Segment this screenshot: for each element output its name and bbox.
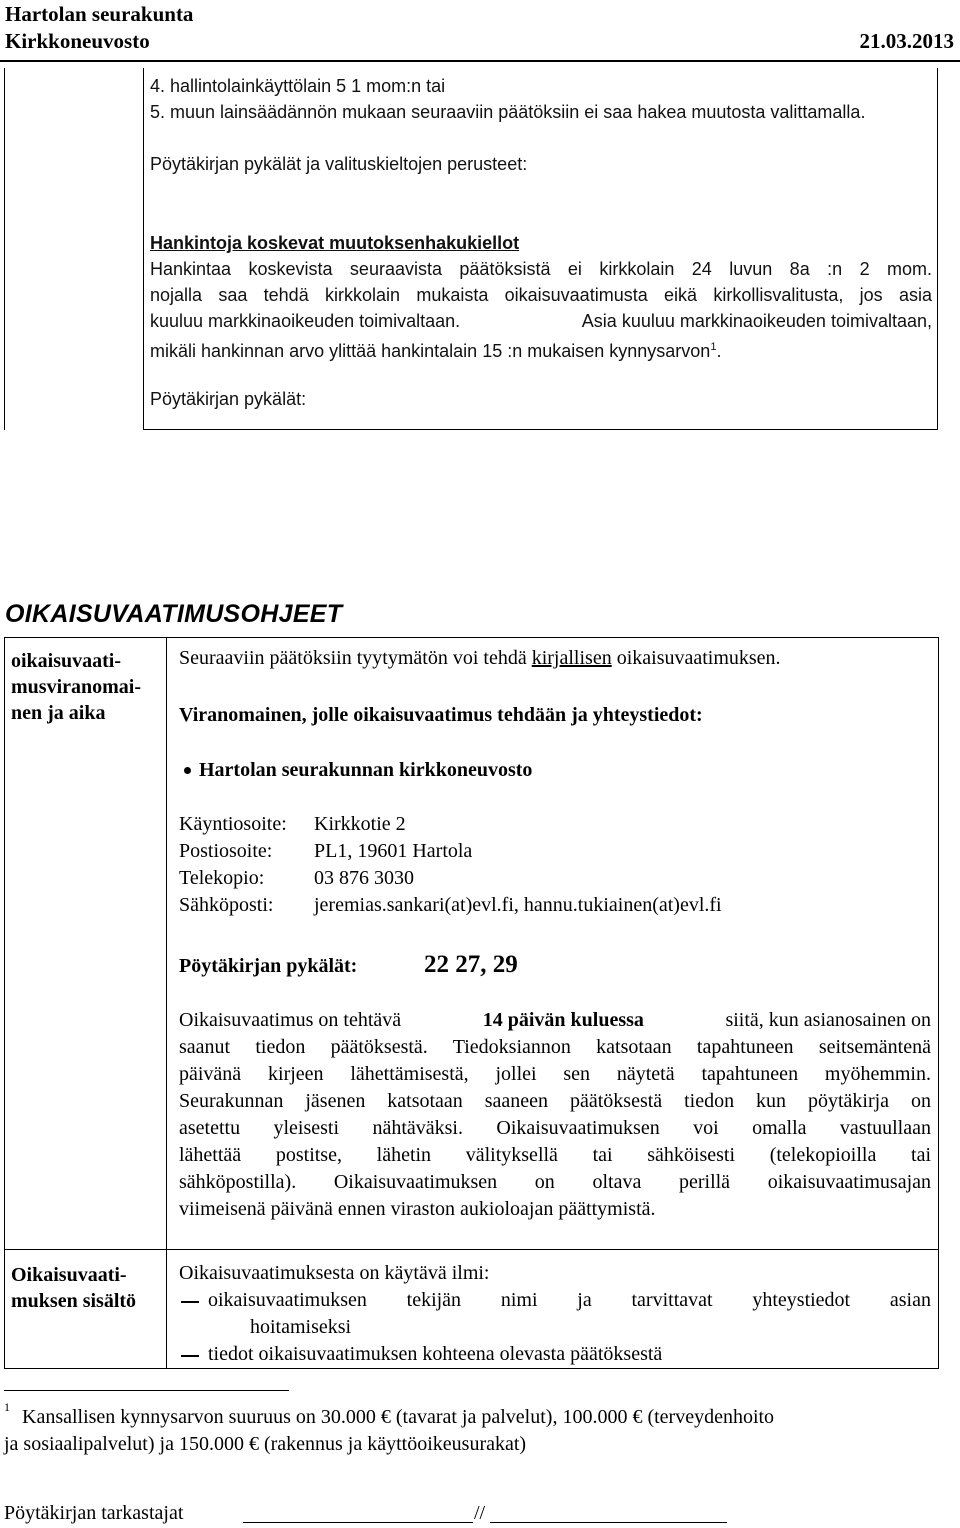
label-content-2: muksen sisältö [11, 1290, 137, 1312]
fax-label: Telekopio: [179, 867, 265, 889]
ban-sections-label: Pöytäkirjan pykälät ja valituskieltojen perusteet: [150, 154, 528, 174]
label-authority-2: musviranomai- [11, 676, 141, 698]
content-intro: Oikaisuvaatimuksesta on käytävä ilmi: [179, 1262, 490, 1284]
label-authority-3: nen ja aika [11, 702, 106, 724]
ban-item-4: 4. hallintolainkäyttölain 5 1 mom:n tai [150, 76, 446, 96]
body-line-5: asetettu yleisesti nähtäväksi. Oikaisuvaatimuksen voi omalla vastuullaan [179, 1117, 931, 1139]
signature-line-2[interactable] [490, 1522, 727, 1523]
procurement-line-3 [150, 308, 932, 334]
procurement-line-2: nojalla saa tehdä kirkkolain mukaista oikaisuvaatimusta eikä kirkollisvalitusta, jos asia [150, 285, 932, 305]
authority-name: Hartolan seurakunnan kirkkoneuvosto [199, 759, 533, 781]
footnote-rule [4, 1390, 289, 1391]
email-value: jeremias.sankari(at)evl.fi, hannu.tukiainen(at)evl.fi [314, 894, 722, 916]
content-item-2: tiedot oikaisuvaatimuksen kohteena olevasta päätöksestä [208, 1343, 663, 1365]
footnote-line-2: ja sosiaalipalvelut) ja 150.000 € (rakennus ja käyttöoikeusurakat) [4, 1433, 527, 1455]
left-margin-line [4, 68, 5, 430]
procurement-sections-label: Pöytäkirjan pykälät: [150, 389, 307, 409]
body-line-2: saanut tiedon päätöksestä. Tiedoksiannon katsotaan tapahtuneen seitsemäntenä [179, 1036, 931, 1058]
procurement-line-3a: kuuluu markkinaoikeuden toimivaltaan. [150, 311, 461, 331]
procurement-line-1: Hankintaa koskevista seuraavista päätöksistä ei kirkkolain 24 luvun 8a :n 2 mom. [150, 259, 932, 279]
label-content-1: Oikaisuvaati- [11, 1264, 127, 1286]
intro-b: oikaisuvaatimuksen. [611, 647, 781, 669]
body-line-6: lähettää postitse, lähetin välityksellä tai sähköisesti (telekopioilla tai [179, 1144, 931, 1166]
footnote-line-1: Kansallisen kynnysarvon suuruus on 30.000 € (tavarat ja palvelut), 100.000 € (terveydenhoito [22, 1406, 775, 1428]
intro-line [179, 645, 781, 672]
visit-address-value: Kirkkotie 2 [314, 813, 406, 835]
deadline-b: siitä, kun asianosainen on [725, 1009, 931, 1031]
signature-line-1[interactable] [243, 1522, 473, 1523]
procurement-line-4-text: mikäli hankinnan arvo ylittää hankintalain 15 :n mukaisen kynnysarvon [150, 341, 711, 361]
sections-label: Pöytäkirjan pykälät: [179, 955, 358, 977]
sections-value: 22 27, 29 [424, 951, 518, 978]
footnote-number: 1 [4, 1400, 10, 1414]
visit-address-label: Käyntiosoite: [179, 813, 287, 835]
section-title: OIKAISUVAATIMUSOHJEET [5, 600, 343, 628]
content-item-1-cont: hoitamiseksi [250, 1316, 352, 1338]
meeting-date: 21.03.2013 [859, 29, 954, 53]
meeting-body: Kirkkoneuvosto [5, 29, 150, 53]
table-column-divider [166, 637, 167, 1369]
header-rule [0, 60, 960, 62]
email-label: Sähköposti: [179, 894, 274, 916]
deadline-a: Oikaisuvaatimus on tehtävä [179, 1009, 402, 1031]
content-item-1: oikaisuvaatimuksen tekijän nimi ja tarvittavat yhteystiedot asian [208, 1289, 931, 1311]
intro-a: Seuraaviin päätöksiin tyytymätön voi tehdä [179, 647, 532, 669]
body-line-3: päivänä kirjeen lähettämisestä, jollei sen näytetä tapahtuneen myöhemmin. [179, 1063, 931, 1085]
inspectors-label: Pöytäkirjan tarkastajat [4, 1502, 184, 1524]
postal-address-label: Postiosoite: [179, 840, 273, 862]
fax-value: 03 876 3030 [314, 867, 414, 889]
procurement-line-4: mikäli hankinnan arvo ylittää hankintalain 15 :n mukaisen kynnysarvon$^1$. [150, 341, 722, 361]
org-name: Hartolan seurakunta [5, 2, 194, 26]
dash-icon [181, 1355, 199, 1357]
deadline-line [179, 1007, 931, 1034]
body-line-7: sähköpostilla). Oikaisuvaatimuksen on oltava perillä oikaisuvaatimusajan [179, 1171, 931, 1193]
dash-icon [181, 1301, 199, 1303]
procurement-heading: Hankintoja koskevat muutoksenhakukiellot [150, 233, 520, 253]
label-authority-1: oikaisuvaati- [11, 650, 122, 672]
authority-heading: Viranomainen, jolle oikaisuvaatimus tehdään ja yhteystiedot: [179, 704, 703, 726]
body-line-4: Seurakunnan jäsenen katsotaan saaneen päätöksestä tiedon kun pöytäkirja on [179, 1090, 931, 1112]
procurement-line-3b: Asia kuuluu markkinaoikeuden toimivaltaan, [581, 311, 932, 331]
signature-separator: // [474, 1502, 486, 1524]
table-row-divider [4, 1249, 939, 1250]
intro-written: kirjallisen [531, 647, 612, 669]
ban-item-5: 5. muun lainsäädännön mukaan seuraaviin päätöksiin ei saa hakea muutosta valittamalla. [150, 102, 866, 122]
body-line-8: viimeisenä päivänä ennen viraston aukioloajan päättymistä. [179, 1198, 656, 1220]
deadline-days: 14 päivän kuluessa [482, 1009, 644, 1031]
bullet-icon [184, 767, 191, 774]
footnote-ref: 1 [710, 341, 717, 353]
postal-address-value: PL1, 19601 Hartola [314, 840, 473, 862]
